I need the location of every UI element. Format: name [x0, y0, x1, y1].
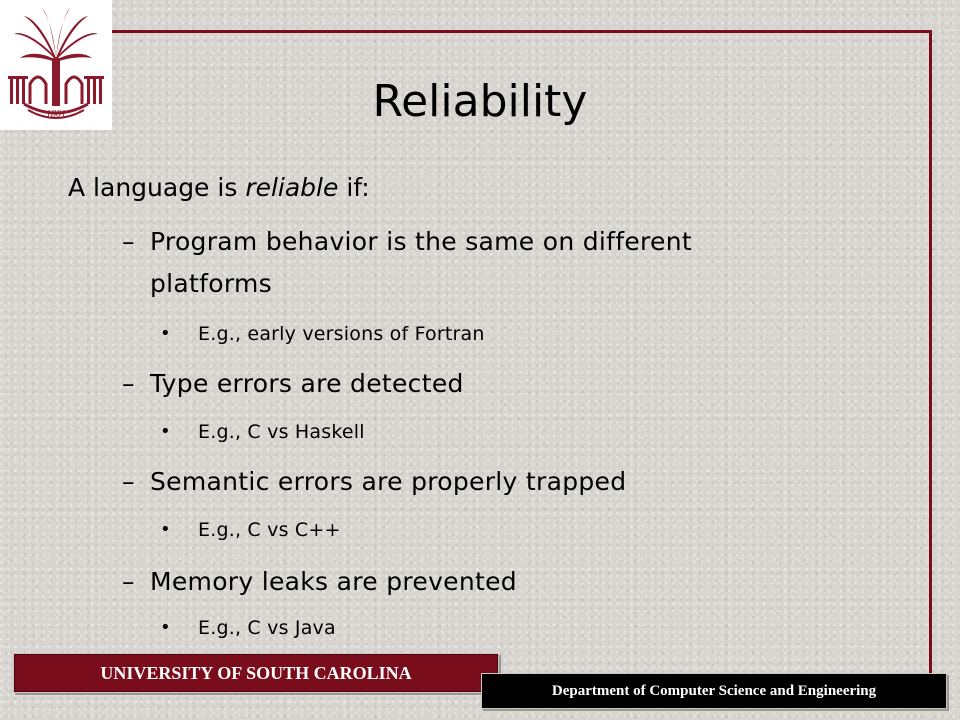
intro-suffix: if:: [338, 173, 370, 202]
bullet-marker: •: [160, 323, 171, 344]
bullet-marker: •: [160, 519, 171, 540]
slide-title: Reliability: [372, 76, 588, 127]
dash-marker: –: [122, 467, 135, 496]
point-text: Type errors are detected: [150, 369, 464, 398]
university-name-banner: UNIVERSITY OF SOUTH CAROLINA: [14, 654, 498, 692]
bullet-marker: •: [160, 421, 171, 442]
example-text: E.g., C vs C++: [198, 519, 341, 541]
bullet-marker: •: [160, 617, 171, 638]
intro-emphasis: reliable: [245, 173, 339, 202]
example-text: E.g., C vs Java: [198, 617, 336, 639]
slide-frame-top-border: [112, 30, 932, 33]
example-text: E.g., C vs Haskell: [198, 421, 365, 443]
dash-marker: –: [122, 227, 135, 256]
intro-prefix: A language is: [68, 173, 246, 202]
logo-year-text: 1801: [46, 109, 66, 120]
dash-marker: –: [122, 369, 135, 398]
point-text: Semantic errors are properly trapped: [150, 467, 627, 496]
department-name-banner: Department of Computer Science and Engineering: [482, 674, 946, 708]
point-text: Memory leaks are prevented: [150, 567, 517, 596]
point-text: Program behavior is the same on different: [150, 227, 692, 256]
example-text: E.g., early versions of Fortran: [198, 323, 485, 345]
intro-line: [68, 170, 370, 206]
dash-marker: –: [122, 567, 135, 596]
point-text-continued: platforms: [150, 269, 272, 298]
